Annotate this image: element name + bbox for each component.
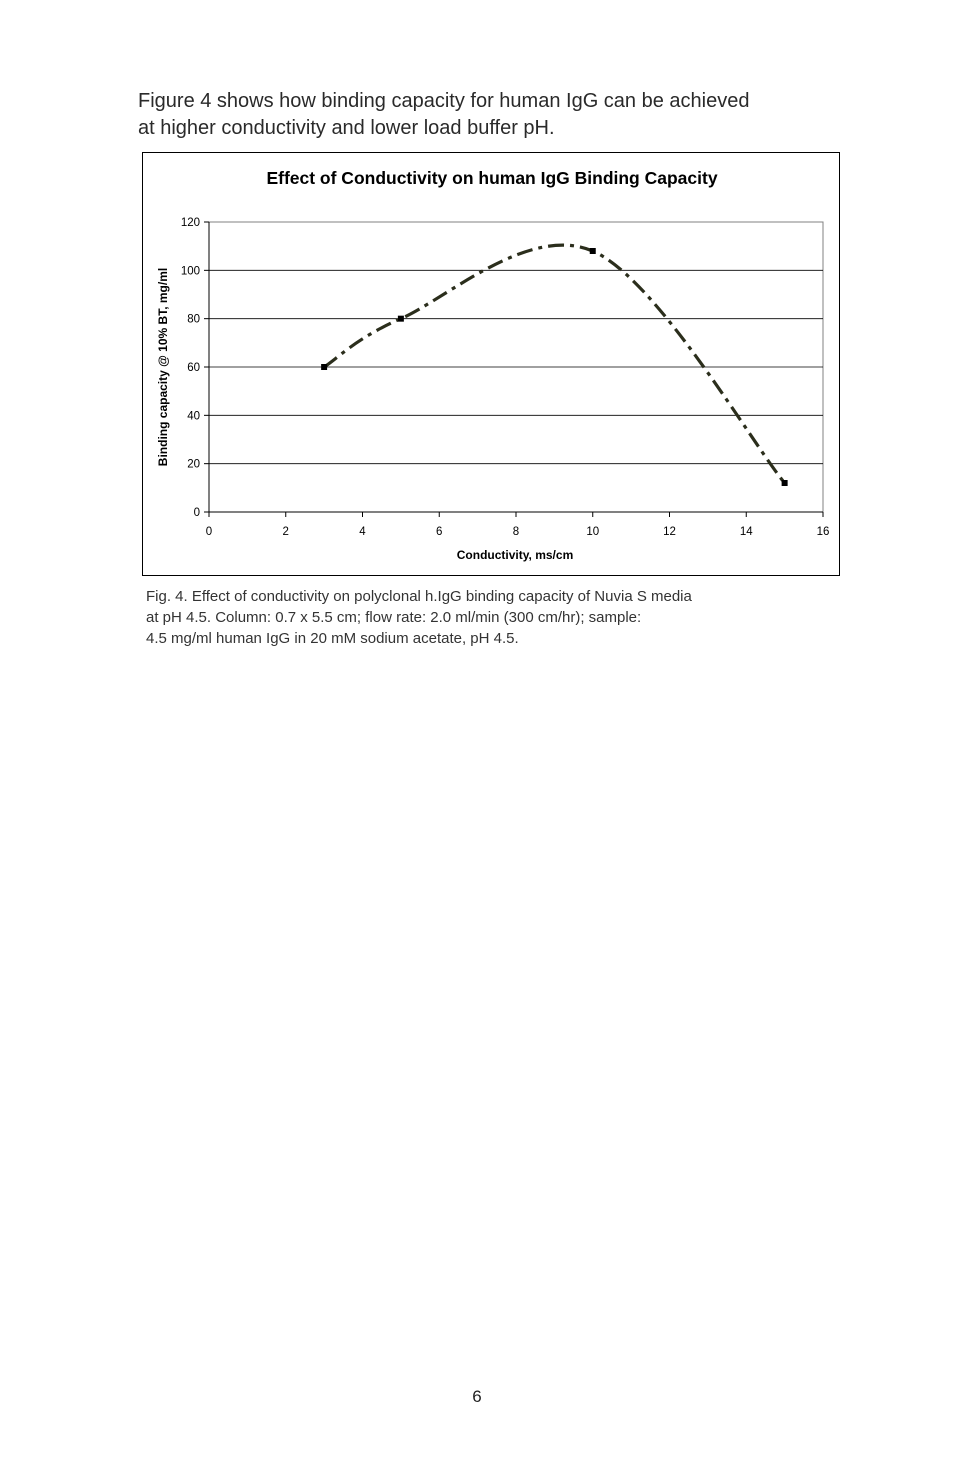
x-tick-label: 14	[739, 526, 753, 538]
conductivity-chart	[143, 153, 841, 577]
page-number: 6	[472, 1387, 482, 1406]
y-tick-label: 20	[187, 458, 200, 471]
figure-caption	[146, 586, 836, 649]
caption-line: 4.5 mg/ml human IgG in 20 mM sodium acetate, pH 4.5.	[146, 630, 519, 647]
caption-line: Fig. 4. Effect of conductivity on polyclonal h.IgG binding capacity of Nuvia S media	[146, 588, 692, 605]
x-tick-label: 2	[282, 526, 289, 538]
x-tick-label: 16	[816, 526, 830, 538]
intro-line: Figure 4 shows how binding capacity for human IgG can be achieved	[138, 90, 750, 112]
plot-area	[181, 217, 830, 538]
x-axis-label: Conductivity, ms/cm	[456, 548, 574, 562]
x-tick-label: 0	[205, 526, 213, 538]
x-tick-label: 8	[512, 526, 520, 538]
figure-frame	[142, 152, 840, 576]
x-tick-label: 10	[586, 526, 600, 538]
data-point-marker	[398, 316, 404, 322]
intro-paragraph	[138, 88, 818, 142]
y-tick-label: 40	[187, 410, 200, 423]
intro-line: at higher conductivity and lower load buffer pH.	[138, 117, 555, 139]
y-tick-label: 60	[187, 362, 200, 374]
chart-title: Effect of Conductivity on human IgG Binding Capacity	[266, 168, 718, 188]
y-axis-label: Binding capacity @ 10% BT, mg/ml	[156, 267, 170, 467]
y-tick-label: 100	[180, 265, 200, 278]
caption-line: at pH 4.5. Column: 0.7 x 5.5 cm; flow rate: 2.0 ml/min (300 cm/hr); sample:	[146, 609, 642, 626]
y-tick-label: 120	[180, 217, 200, 229]
data-point-marker	[782, 480, 788, 486]
data-point-marker	[590, 248, 596, 254]
y-tick-label: 80	[187, 313, 200, 326]
x-tick-label: 4	[359, 526, 366, 538]
data-point-marker	[321, 364, 327, 370]
x-tick-label: 6	[436, 526, 443, 538]
series-line	[324, 245, 785, 483]
x-tick-label: 12	[663, 526, 676, 538]
y-tick-label: 0	[193, 507, 200, 519]
